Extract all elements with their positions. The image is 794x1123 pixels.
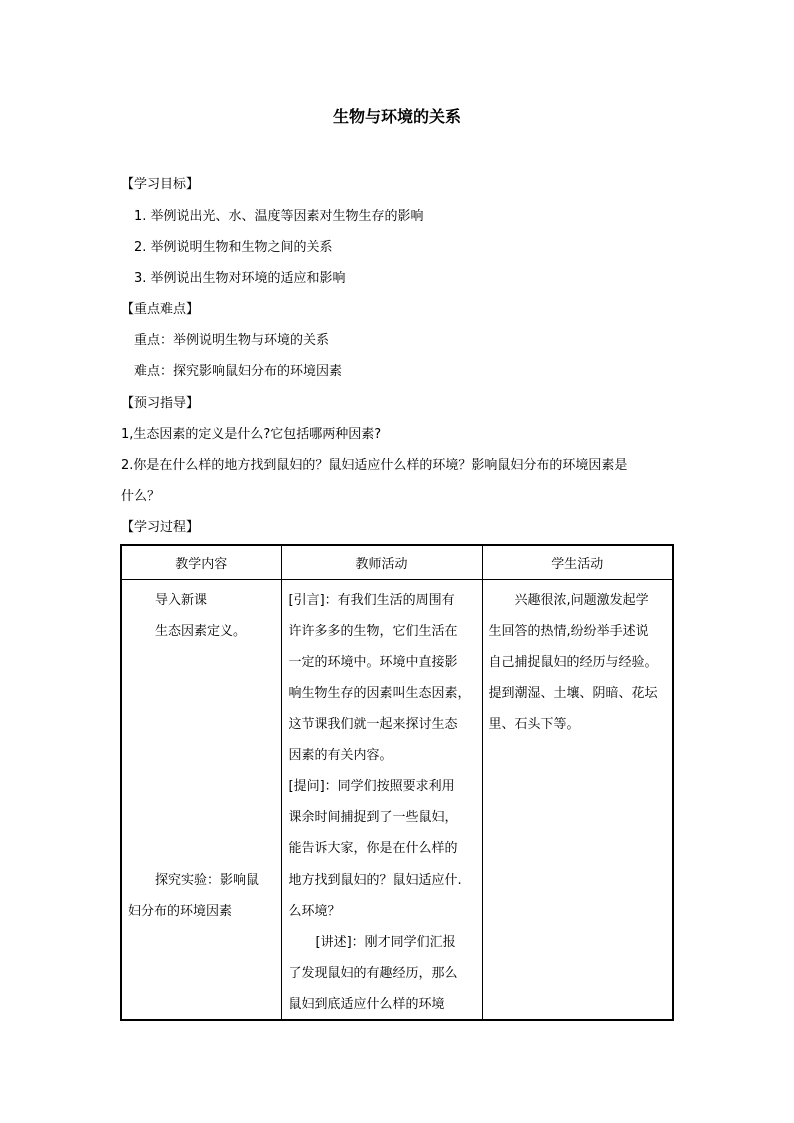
teacher-line: [引言]：有我们生活的周围有 <box>288 592 455 608</box>
content-cell <box>121 579 281 1020</box>
table-row <box>121 579 673 1020</box>
teacher-line: 地方找到鼠妇的？鼠妇适应什. <box>288 872 462 888</box>
student-line: 提到潮湿、土壤、阴暗、花坛 <box>488 685 658 701</box>
process-heading: 【学习过程】 <box>121 520 200 535</box>
teacher-line: 因素的有关内容。 <box>288 747 393 763</box>
content-line: 生态因素定义。 <box>155 623 247 639</box>
teacher-line: 了发现鼠妇的有趣经历，那么 <box>288 965 458 981</box>
goal-item: 3. 举例说出生物对环境的适应和影响 <box>134 271 346 286</box>
column-header-student: 学生活动 <box>482 545 673 579</box>
key-points-heading: 【重点难点】 <box>121 302 200 317</box>
content-line: 妇分布的环境因素 <box>128 903 233 919</box>
teacher-line: 么环境？ <box>288 903 341 919</box>
learning-process-table <box>120 544 674 1021</box>
student-activity-cell <box>482 579 673 1020</box>
student-line: 自己捕捉鼠妇的经历与经验。 <box>488 654 658 670</box>
preview-heading: 【预习指导】 <box>121 396 200 411</box>
key-point-item: 难点：探究影响鼠妇分布的环境因素 <box>134 364 343 379</box>
column-header-content: 教学内容 <box>121 545 281 579</box>
teacher-activity-cell <box>281 579 482 1020</box>
preview-question: 2.你是在什么样的地方找到鼠妇的？鼠妇适应什么样的环境？影响鼠妇分布的环境因素是 <box>121 458 628 473</box>
teacher-line: 响生物生存的因素叫生态因素， <box>288 685 471 701</box>
teacher-line: [讲述]：刚才同学们汇报 <box>315 934 456 950</box>
table-header-row <box>121 545 673 579</box>
student-line: 里、石头下等。 <box>488 716 580 732</box>
teacher-line: 能告诉大家，你是在什么样的 <box>288 840 458 856</box>
student-line: 兴趣很浓,问题激发起学 <box>514 592 649 608</box>
content-line: 探究实验：影响鼠 <box>155 872 260 888</box>
student-line: 生回答的热情,纷纷举手述说 <box>488 623 649 639</box>
teacher-line: 鼠妇到底适应什么样的环境 <box>288 996 445 1012</box>
key-point-item: 重点：举例说明生物与环境的关系 <box>134 333 330 348</box>
goals-heading: 【学习目标】 <box>121 177 200 192</box>
document-title: 生物与环境的关系 <box>332 107 461 126</box>
teacher-line: 课余时间捕捉到了一些鼠妇， <box>288 809 458 825</box>
teacher-line: [提问]：同学们按照要求利用 <box>288 778 455 794</box>
preview-question-continued: 什么？ <box>121 489 161 504</box>
teacher-line: 一定的环境中。环境中直接影 <box>288 654 458 670</box>
goal-item: 1. 举例说出光、水、温度等因素对生物生存的影响 <box>134 209 424 224</box>
teacher-line: 许许多多的生物，它们生活在 <box>288 623 458 639</box>
content-line: 导入新课 <box>155 592 208 608</box>
teacher-line: 这节课我们就一起来探讨生态 <box>288 716 458 732</box>
column-header-teacher: 教师活动 <box>281 545 482 579</box>
goal-item: 2. 举例说明生物和生物之间的关系 <box>134 240 333 255</box>
preview-question: 1,生态因素的定义是什么?它包括哪两种因素? <box>121 427 382 442</box>
